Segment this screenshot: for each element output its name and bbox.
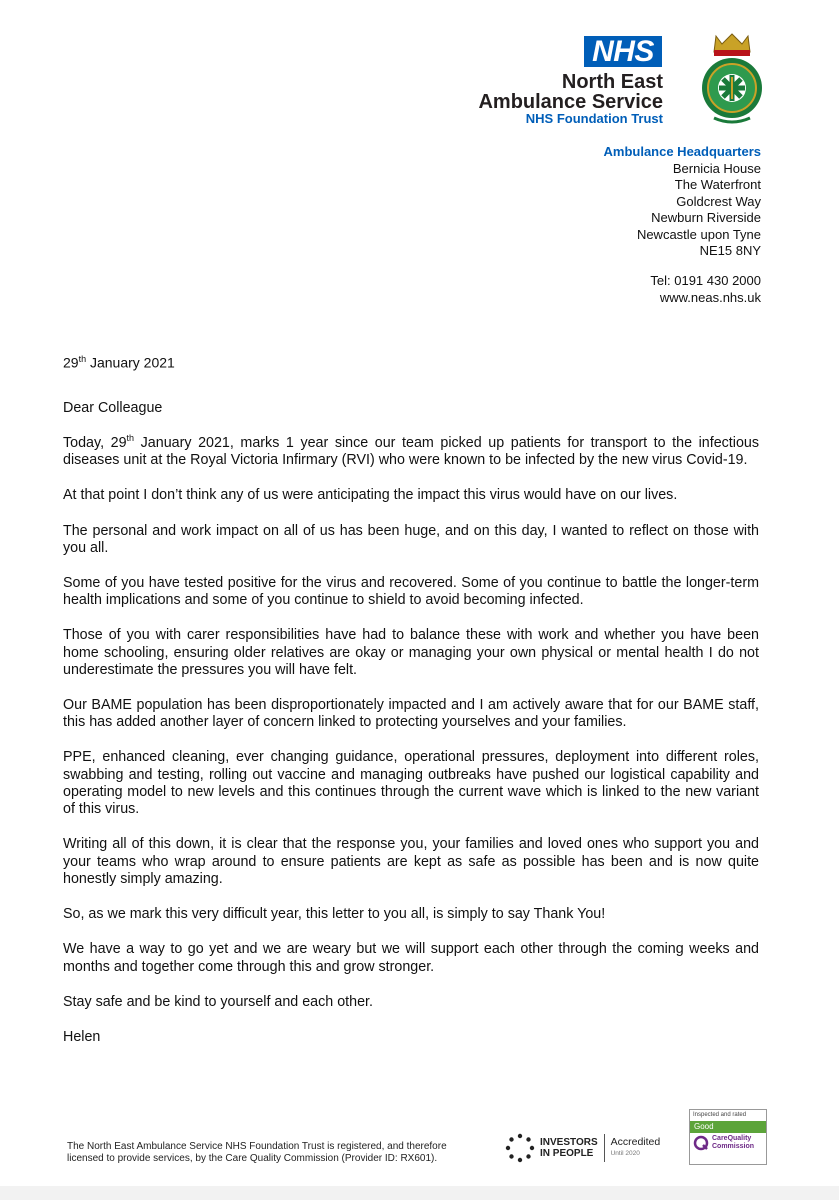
ordinal-suffix: th bbox=[126, 433, 135, 444]
cqc-rating-badge bbox=[689, 1109, 767, 1165]
cqc-inspected: Inspected and rated bbox=[693, 1112, 747, 1118]
paragraph: Writing all of this down, it is clear that the response you, your families and loved ones who support you and your teams who wrap around to ensure patients are kept as safe as possible has been and is now quite honestly simply amazing. bbox=[63, 836, 759, 888]
iip-wordmark bbox=[540, 1137, 598, 1159]
telephone: Tel: 0191 430 2000 bbox=[650, 273, 761, 288]
contact-block bbox=[650, 273, 761, 306]
org-name-line1: North East bbox=[561, 71, 663, 93]
address-heading: Ambulance Headquarters bbox=[603, 144, 761, 159]
paragraph: Some of you have tested positive for the virus and recovered. Some of you continue to battle the longer-term health implications and some of you continue to shield to avoid becoming infected. bbox=[63, 574, 759, 609]
date-rest: January 2021 bbox=[86, 354, 175, 371]
address-line: NE15 8NY bbox=[699, 243, 761, 258]
paragraph: Stay safe and be kind to yourself and each other. bbox=[63, 993, 373, 1010]
paragraph-rest: January 2021, marks 1 year since our team picked up patients for transport to the infectious diseases unit at the Royal Victoria Infirmary (RVI) who were known to be infected by the new virus Covid-19. bbox=[63, 435, 759, 469]
address-line: Newcastle upon Tyne bbox=[636, 226, 761, 242]
salutation: Dear Colleague bbox=[63, 400, 163, 416]
letter-body bbox=[63, 400, 759, 1064]
paragraph: PPE, enhanced cleaning, ever changing guidance, operational pressures, deployment into different roles, swabbing and testing, rolling out vaccine and managing outbreaks have pushed our logistical capability and operating model to new levels and this continues through the current wave which is linked to the new variant of this virus. bbox=[63, 749, 759, 818]
investors-in-people-badge bbox=[505, 1130, 660, 1166]
iip-line1: INVESTORS bbox=[540, 1137, 598, 1148]
paragraph: At that point I don’t think any of us were anticipating the impact this virus would have on our lives. bbox=[63, 487, 678, 504]
cqc-brand-line1: CareQuality bbox=[712, 1135, 752, 1142]
cqc-q-icon bbox=[693, 1135, 709, 1151]
address-line: The Waterfront bbox=[674, 177, 761, 192]
paragraph: So, as we mark this very difficult year, this letter to you all, is simply to say Thank You! bbox=[63, 906, 606, 923]
ambulance-crest-icon bbox=[694, 30, 770, 126]
paragraph: Our BAME population has been disproportionately impacted and I am actively aware that for our BAME staff, this has added another layer of concern linked to protecting yourselves and your families. bbox=[63, 697, 759, 731]
page-bottom-edge bbox=[0, 1186, 839, 1200]
paragraph: We have a way to go yet and we are weary but we will support each other through the coming weeks and months and together come through this and grow stronger. bbox=[63, 941, 759, 975]
org-name-line2: Ambulance Service bbox=[478, 91, 663, 113]
nhs-logo: NHS bbox=[584, 36, 662, 67]
address-line: Bernicia House bbox=[672, 160, 761, 176]
iip-accredited: Accredited bbox=[610, 1136, 661, 1148]
website: www.neas.nhs.uk bbox=[659, 289, 761, 305]
address-line: Newburn Riverside bbox=[651, 210, 761, 225]
registration-note: The North East Ambulance Service NHS Foundation Trust is registered, and therefore licensed to provide services, by the Care Quality Commission (Provider ID: RX601). bbox=[67, 1141, 447, 1164]
paragraph: The personal and work impact on all of us has been huge, and on this day, I wanted to reflect on those with you all. bbox=[63, 522, 759, 556]
iip-line2: IN PEOPLE bbox=[540, 1148, 594, 1159]
iip-until: Until 2020 bbox=[610, 1150, 640, 1157]
paragraph: Those of you with carer responsibilities have had to balance these with work and whether you have been home schooling, ensuring older relatives are okay or managing your own physical or mental health I do not underestimate the pressures you will have felt. bbox=[63, 627, 759, 678]
cqc-rating: Good bbox=[690, 1121, 766, 1133]
signoff: Helen bbox=[63, 1028, 101, 1045]
date-day: 29 bbox=[63, 354, 79, 371]
iip-accreditation bbox=[611, 1136, 661, 1160]
cqc-brand-line2: Commission bbox=[712, 1143, 755, 1150]
date-suffix: th bbox=[78, 354, 87, 364]
investors-in-people-icon bbox=[505, 1133, 535, 1163]
address-block bbox=[604, 144, 762, 260]
org-name-line3: NHS Foundation Trust bbox=[525, 111, 663, 126]
cqc-wordmark bbox=[712, 1135, 754, 1151]
paragraph-start: Today, 29 bbox=[63, 435, 127, 452]
address-line: Goldcrest Way bbox=[676, 193, 761, 209]
paragraph bbox=[63, 435, 759, 470]
iip-divider bbox=[604, 1134, 605, 1162]
letter-date bbox=[63, 354, 175, 371]
cqc-brand bbox=[690, 1133, 766, 1153]
